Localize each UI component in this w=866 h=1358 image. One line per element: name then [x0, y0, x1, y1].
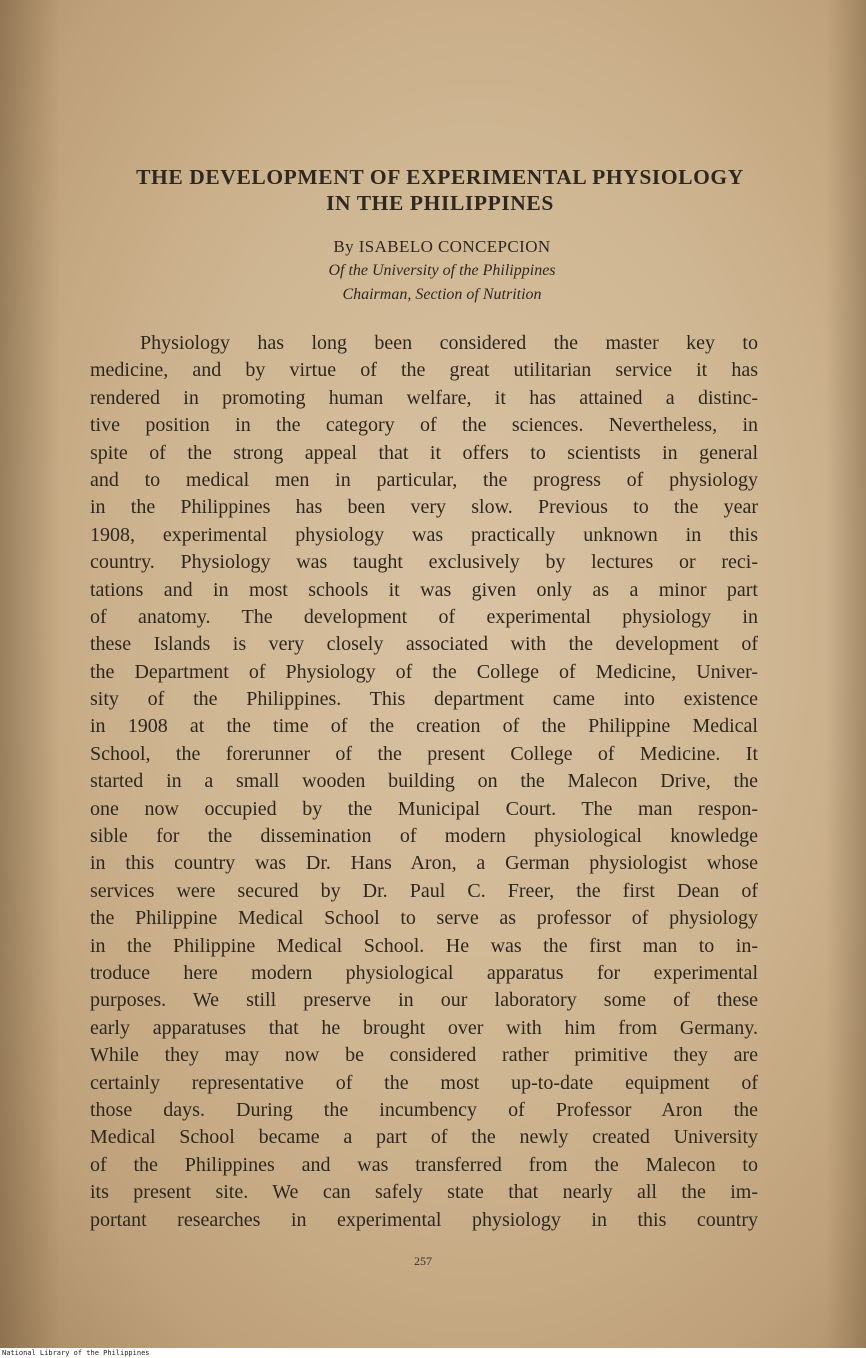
body-line: tive position in the category of the sciences. Nevertheless, in — [90, 414, 758, 437]
body-line: tations and in most schools it was given only as a minor part — [90, 578, 758, 601]
body-line: in this country was Dr. Hans Aron, a German physiologist whose — [90, 852, 758, 875]
author-role: Chairman, Section of Nutrition — [342, 286, 542, 303]
article-title-line-1: THE DEVELOPMENT OF EXPERIMENTAL PHYSIOLOGY — [136, 165, 744, 189]
body-line: 1908, experimental physiology was practically unknown in this — [90, 523, 758, 546]
author-byline: By ISABELO CONCEPCION — [333, 237, 551, 256]
body-line: School, the forerunner of the present College of Medicine. It — [90, 742, 758, 765]
body-line: sible for the dissemination of modern physiological knowledge — [90, 825, 758, 848]
body-line: one now occupied by the Municipal Court. The man respon- — [90, 797, 758, 820]
body-line: these Islands is very closely associated with the development of — [90, 633, 758, 656]
body-line: While they may now be considered rather primitive they are — [90, 1044, 758, 1067]
body-line: rendered in promoting human welfare, it has attained a distinc- — [90, 386, 758, 409]
body-line: Physiology has long been considered the master key to — [140, 332, 758, 354]
body-line: those days. During the incumbency of Professor Aron the — [90, 1098, 758, 1121]
author-affiliation: Of the University of the Philippines — [328, 262, 556, 279]
page-number: 257 — [414, 1254, 432, 1268]
body-line: its present site. We can safely state that nearly all the im- — [90, 1181, 758, 1204]
body-line: the Department of Physiology of the College of Medicine, Univer- — [90, 660, 758, 683]
body-line: portant researches in experimental physiology in this country — [90, 1208, 758, 1231]
body-line: in the Philippine Medical School. He was the first man to in- — [90, 934, 758, 957]
body-line: medicine, and by virtue of the great utilitarian service it has — [90, 359, 758, 382]
body-line: in 1908 at the time of the creation of the Philippine Medical — [90, 715, 758, 738]
body-line: Medical School became a part of the newly created University — [90, 1126, 758, 1149]
library-credit: National Library of the Philippines — [2, 1349, 150, 1357]
body-line: sity of the Philippines. This department came into existence — [90, 688, 758, 711]
article-body — [90, 330, 758, 1234]
body-line: services were secured by Dr. Paul C. Freer, the first Dean of — [90, 879, 758, 902]
body-line: of the Philippines and was transferred from the Malecon to — [90, 1153, 758, 1176]
body-line: early apparatuses that he brought over with him from Germany. — [90, 1016, 758, 1039]
article-title-line-2: IN THE PHILIPPINES — [326, 191, 554, 215]
body-line: in the Philippines has been very slow. Previous to the year — [90, 496, 758, 519]
body-line: purposes. We still preserve in our laboratory some of these — [90, 989, 758, 1012]
body-line: country. Physiology was taught exclusively by lectures or reci- — [90, 551, 758, 574]
body-line: of anatomy. The development of experimental physiology in — [90, 605, 758, 628]
body-line: and to medical men in particular, the progress of physiology — [90, 468, 758, 491]
body-line: troduce here modern physiological apparatus for experimental — [90, 961, 758, 984]
body-line: started in a small wooden building on the Malecon Drive, the — [90, 770, 758, 793]
body-line: spite of the strong appeal that it offers to scientists in general — [90, 441, 758, 464]
body-line: certainly representative of the most up-to-date equipment of — [90, 1071, 758, 1094]
body-line: the Philippine Medical School to serve as professor of physiology — [90, 907, 758, 930]
